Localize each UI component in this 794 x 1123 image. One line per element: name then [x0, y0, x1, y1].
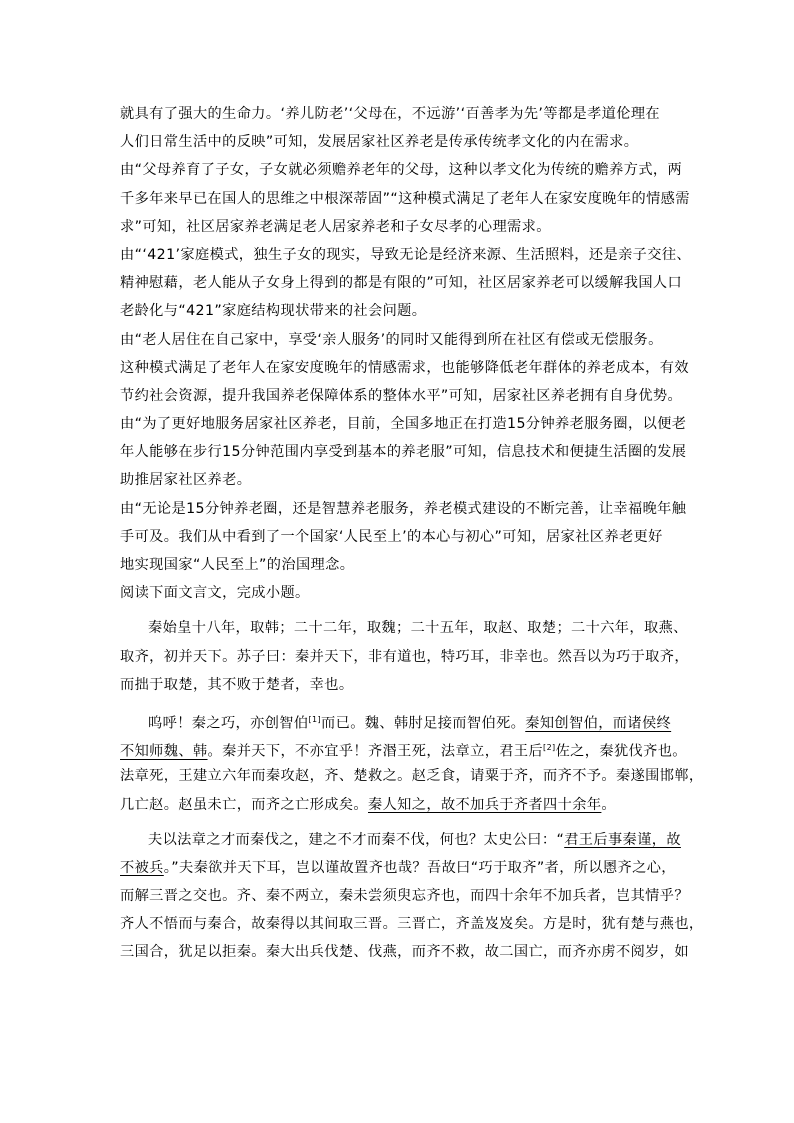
text-line	[120, 734, 687, 762]
text-line: 节约社会资源，提升我国养老保障体系的整体水平”可知，居家社区养老拥有自身优势。	[120, 387, 683, 404]
text-line: 这种模式满足了老年人在家安度晚年的情感需求，也能够降低老年群体的养老成本，有效	[120, 359, 689, 376]
text-line: 助推居家社区养老。	[120, 472, 252, 489]
text-line: 由“为了更好地服务居家社区养老，目前，全国多地正在打造15分钟养老服务圈，以便老	[120, 416, 687, 433]
text-line: 取齐，初并天下。苏子曰：秦并天下，非有道也，特巧耳，非幸也。然吾以为巧于取齐，	[120, 648, 689, 665]
text-line: 三国合，犹足以拒秦。秦大出兵伐楚、伐燕，而齐不救，故二国亡，而齐亦虏不阅岁，如	[120, 944, 689, 961]
text-line: 求”可知，社区居家养老满足老人居家养老和子女尽孝的心理需求。	[120, 218, 551, 235]
passage-paragraph-3	[120, 826, 704, 967]
passage-paragraph-2	[120, 706, 704, 819]
text-span: 呜呼！秦之巧，亦创智伯	[148, 715, 309, 732]
underlined-sentence: 君王后事秦谨，故	[564, 831, 681, 848]
text-line: 而拙于取楚，其不败于楚者，幸也。	[120, 676, 354, 693]
underlined-sentence: 秦人知之，故不加兵于齐者四十余年	[368, 796, 602, 813]
underlined-sentence: 秦知创智伯，而诸侯终	[525, 715, 672, 732]
text-line: 千多年来早已在国人的思维之中根深蒂固”“这种模式满足了老年人在家安度晚年的情感需	[120, 190, 690, 207]
text-line: 由“‘421’家庭模式，独生子女的现实，导致无论是经济来源、生活照料，还是亲子交往、	[120, 246, 692, 263]
classical-passage	[120, 614, 704, 966]
text-line: 而解三晋之交也。齐、秦不两立，秦未尝须臾忘齐也，而四十余年不加兵者，岂其情乎？	[120, 888, 689, 905]
text-line: 就具有了强大的生命力。‘养儿防老’‘父母在，不远游’‘百善孝为先’等都是孝道伦理在	[120, 106, 661, 122]
reading-instruction: 阅读下面文言文，完成小题。	[120, 585, 310, 602]
document-page	[120, 100, 704, 967]
text-line: 人们日常生活中的反映”可知，发展居家社区养老是传承传统孝文化的内在需求。	[120, 134, 639, 151]
text-line	[120, 826, 680, 854]
text-span: 。	[601, 796, 616, 813]
text-line: 精神慰藉，老人能从子女身上得到的都是有限的”可知，社区居家养老可以缓解我国人口	[120, 275, 683, 292]
text-line: 齐人不悟而与秦合，故秦得以其间取三晋。三晋亡，齐盖岌岌矣。方是时，犹有楚与燕也，	[120, 916, 704, 933]
text-line	[120, 706, 680, 734]
text-line: 由“无论是15分钟养老圈，还是智慧养老服务，养老模式建设的不断完善，让幸福晚年触	[120, 500, 687, 517]
footnote-marker: [1]	[308, 714, 322, 724]
text-line: 由“老人居住在自己家中，享受‘亲人服务’的同时又能得到所在社区有偿或无偿服务。	[120, 331, 663, 348]
text-line: 老龄化与“421”家庭结构现状带来的社会问题。	[120, 303, 427, 320]
text-span: 夫以法章之才而秦伐之，建之不才而秦不伐，何也？太史公曰：“	[148, 831, 565, 848]
text-line: 法章死，王建立六年而秦攻赵，齐、楚救之。赵乏食，请粟于齐，而齐不予。秦遂围邯郸，	[120, 768, 704, 785]
text-line: 秦始皇十八年，取韩；二十二年，取魏；二十五年，取赵、取楚；二十六年，取燕、	[148, 620, 688, 637]
passage-paragraph-1	[120, 614, 689, 699]
underlined-sentence: 不被兵	[120, 859, 164, 876]
text-span: 佐之，秦犹伐齐也。	[555, 743, 687, 760]
underlined-sentence: 不知师魏、韩	[120, 743, 208, 760]
text-line: 地实现国家“人民至上”的治国理念。	[120, 557, 355, 573]
text-span: 而已。魏、韩肘足接而智伯死。	[321, 715, 526, 732]
text-span: 。秦并天下，不亦宜乎！齐湣王死，法章立，君王后	[207, 743, 544, 760]
footnote-marker: [2]	[543, 743, 556, 753]
text-line: 手可及。我们从中看到了一个国家‘人民至上’的本心与初心”可知，居家社区养老更好	[120, 528, 663, 545]
text-line: 由“父母养育了子女，子女就必须赡养老年的父母，这种以孝文化为传统的赡养方式，两	[120, 162, 683, 179]
text-line: 年人能够在步行15分钟范围内享受到基本的养老服”可知，信息技术和便捷生活圈的发展	[120, 444, 687, 461]
text-span: 几亡赵。赵虽未亡，而齐之亡形成矣。	[120, 796, 368, 813]
answer-text	[120, 100, 692, 579]
text-line	[120, 854, 680, 882]
text-line	[120, 791, 680, 819]
text-span: 。”夫秦欲并天下耳，岂以谨故置齐也哉？吾故曰“巧于取齐”者，所以慁齐之心，	[163, 859, 676, 876]
